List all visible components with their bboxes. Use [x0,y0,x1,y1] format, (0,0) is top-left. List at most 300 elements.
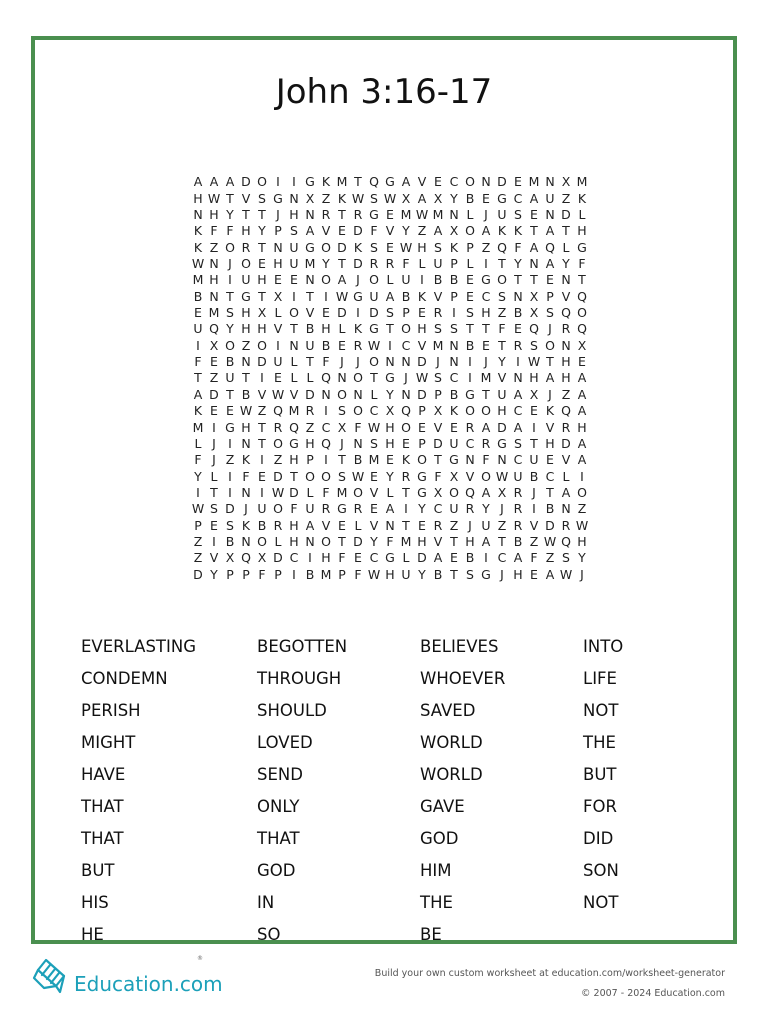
grid-letter: K [193,239,203,255]
grid-letter: V [433,534,443,550]
word-row [81,758,721,790]
grid-letter: J [212,452,216,468]
grid-letter: T [290,321,298,337]
grid-letter: T [450,534,458,550]
grid-letter: N [241,354,251,370]
grid-row [190,338,590,354]
grid-letter: Y [514,255,522,271]
grid-letter: F [258,566,266,582]
grid-letter: T [338,206,346,222]
grid-letter: D [193,566,203,582]
grid-letter: T [338,534,346,550]
grid-letter: W [367,337,381,353]
grid-letter: I [324,452,328,468]
grid-letter: Z [545,550,555,566]
grid-letter: P [418,403,426,419]
grid-letter: A [545,255,555,271]
grid-letter: V [273,321,283,337]
grid-letter: V [433,419,443,435]
grid-letter: U [497,206,507,222]
grid-row [190,534,590,550]
grid-letter: K [193,223,203,239]
copyright-text: © 2007 - 2024 Education.com [581,988,725,999]
grid-letter: L [194,435,202,451]
grid-letter: K [337,190,347,206]
grid-letter: U [289,239,299,255]
grid-letter: Z [225,452,235,468]
grid-letter: L [274,534,282,550]
grid-letter: F [194,354,202,370]
grid-letter: G [417,485,427,500]
grid-letter: N [273,239,283,255]
grid-letter: L [466,206,474,222]
grid-row [190,419,590,435]
grid-letter: T [530,435,538,451]
grid-letter: T [530,272,538,288]
grid-letter: H [417,534,427,550]
grid-letter: D [305,386,315,402]
grid-letter: Y [258,223,266,239]
grid-letter: R [513,517,523,533]
grid-letter: N [289,190,299,206]
grid-letter: J [244,501,248,517]
grid-letter: C [369,403,379,419]
grid-letter: O [257,174,267,190]
grid-letter: K [401,452,411,468]
grid-letter: N [385,517,395,533]
word-item: LIFE [583,668,617,688]
word-item: HIS [81,893,109,913]
grid-letter: L [402,550,410,566]
grid-letter: M [336,485,348,500]
grid-letter: R [465,419,475,435]
grid-letter: O [241,255,251,271]
grid-letter: X [449,223,459,239]
grid-letter: E [258,255,266,271]
word-item: SON [583,861,619,881]
grid-letter: B [321,337,331,353]
grid-letter: A [481,419,491,435]
grid-letter: V [369,485,379,500]
grid-letter: M [368,452,380,468]
grid-letter: E [514,321,522,337]
grid-letter: B [465,337,475,353]
grid-letter: J [548,386,552,402]
grid-letter: W [399,239,413,255]
word-item: NOT [583,893,619,913]
word-row [81,630,721,662]
grid-letter: F [530,550,538,566]
grid-letter: L [578,206,586,222]
word-row [81,694,721,726]
grid-letter: I [516,354,520,370]
grid-letter: O [449,485,459,500]
grid-letter: E [338,517,346,533]
grid-letter: F [242,468,250,484]
grid-letter: J [484,206,488,222]
grid-letter: K [353,321,363,337]
grid-letter: D [337,239,347,255]
grid-letter: R [273,517,283,533]
grid-letter: H [513,566,523,582]
grid-letter: S [210,501,218,517]
grid-letter: F [386,534,394,550]
grid-letter: T [338,255,346,271]
grid-letter: N [353,386,363,402]
grid-letter: W [351,468,365,484]
brand-name: Education.com [74,972,223,996]
grid-letter: U [193,321,203,337]
grid-letter: E [450,550,458,566]
grid-letter: A [193,174,203,190]
grid-letter: B [401,288,411,304]
grid-letter: M [432,206,444,222]
grid-letter: E [530,566,538,582]
grid-letter: Y [418,501,426,517]
word-item: THROUGH [257,668,342,688]
grid-letter: Z [481,239,491,255]
grid-letter: S [370,190,378,206]
grid-letter: Z [209,239,219,255]
grid-letter: W [207,190,221,206]
grid-letter: H [241,419,251,435]
grid-letter: S [290,223,298,239]
grid-letter: H [289,517,299,533]
grid-letter: K [577,190,587,206]
grid-letter: S [466,305,474,321]
grid-letter: A [513,419,523,435]
grid-letter: F [514,239,522,255]
grid-letter: F [354,566,362,582]
grid-letter: R [465,501,475,517]
grid-letter: G [273,190,283,206]
grid-letter: F [322,354,330,370]
grid-letter: T [498,337,506,353]
grid-letter: I [196,337,200,353]
grid-letter: T [578,272,586,288]
grid-letter: A [513,550,523,566]
grid-letter: E [482,337,490,353]
grid-letter: Z [321,190,331,206]
grid-letter: K [321,174,331,190]
grid-letter: Q [401,403,411,419]
grid-letter: M [192,272,204,288]
grid-letter: M [208,305,220,321]
grid-letter: Q [273,403,283,419]
grid-letter: I [212,419,216,435]
grid-letter: W [383,190,397,206]
grid-letter: U [449,435,459,451]
grid-letter: S [498,288,506,304]
grid-letter: T [306,354,314,370]
grid-letter: W [271,485,285,500]
grid-letter: E [370,468,378,484]
grid-letter: Y [418,566,426,582]
grid-letter: D [353,255,363,271]
grid-letter: C [401,337,411,353]
grid-letter: T [562,223,570,239]
grid-letter: E [274,370,282,386]
grid-letter: S [226,517,234,533]
worksheet-generator-link[interactable]: Build your own custom worksheet at education.com/worksheet-generator [374,968,725,979]
grid-letter: M [192,419,204,435]
grid-row [190,239,590,255]
grid-letter: D [353,534,363,550]
grid-letter: D [241,174,251,190]
grid-letter: G [385,174,395,190]
grid-letter: U [449,501,459,517]
grid-letter: Y [194,468,202,484]
grid-letter: S [562,550,570,566]
grid-letter: G [449,452,459,468]
grid-letter: H [289,534,299,550]
grid-letter: X [433,485,443,500]
grid-letter: O [321,272,331,288]
grid-letter: P [450,288,458,304]
grid-letter: C [513,403,523,419]
grid-letter: H [545,435,555,451]
grid-letter: T [226,288,234,304]
grid-letter: P [194,517,202,533]
grid-letter: H [385,566,395,582]
grid-letter: H [241,305,251,321]
grid-letter: Y [578,550,586,566]
grid-letter: O [225,337,235,353]
grid-letter: A [209,174,219,190]
registered-mark: ® [197,955,203,962]
grid-letter: N [545,174,555,190]
grid-letter: N [241,485,251,500]
education-logo[interactable] [30,952,223,1000]
grid-letter: N [401,354,411,370]
grid-letter: P [434,386,442,402]
word-item: HAVE [81,764,126,784]
grid-letter: K [449,239,459,255]
word-item: MIGHT [81,732,136,752]
grid-letter: F [226,223,234,239]
grid-letter: X [449,468,459,484]
grid-letter: A [481,534,491,550]
grid-letter: O [273,435,283,451]
grid-letter: B [513,534,523,550]
grid-letter: F [290,501,298,517]
grid-letter: E [450,419,458,435]
grid-letter: J [356,354,360,370]
word-item: SAVED [420,700,476,720]
grid-letter: V [545,419,555,435]
grid-letter: C [321,419,331,435]
grid-letter: R [561,419,571,435]
grid-letter: S [434,321,442,337]
word-item: THE [583,732,616,752]
grid-letter: T [306,288,314,304]
grid-letter: S [514,435,522,451]
grid-letter: V [417,174,427,190]
word-row [81,855,721,887]
grid-letter: L [466,255,474,271]
grid-letter: X [209,337,219,353]
grid-letter: B [257,517,267,533]
grid-row [190,174,590,190]
grid-letter: K [545,403,555,419]
grid-letter: E [274,272,282,288]
word-item: WORLD [420,732,483,752]
grid-letter: K [417,288,427,304]
grid-letter: E [546,272,554,288]
word-item: HE [81,925,104,944]
grid-letter: S [338,403,346,419]
grid-letter: A [481,223,491,239]
grid-letter: I [212,534,216,550]
grid-letter: S [226,305,234,321]
grid-letter: H [241,321,251,337]
grid-letter: D [417,386,427,402]
word-item: INTO [583,636,624,656]
grid-row [190,370,590,386]
word-item: THAT [81,797,124,817]
grid-letter: G [305,239,315,255]
word-list [81,630,721,944]
grid-letter: N [497,452,507,468]
grid-letter: U [513,468,523,484]
grid-letter: R [273,419,283,435]
grid-letter: M [304,255,316,271]
grid-letter: A [577,435,587,451]
grid-letter: D [353,223,363,239]
grid-letter: P [402,305,410,321]
word-item: WHOEVER [420,668,506,688]
grid-letter: O [353,403,363,419]
word-item: THE [420,893,453,913]
grid-letter: H [417,321,427,337]
grid-letter: Z [497,305,507,321]
grid-letter: D [497,419,507,435]
grid-letter: A [577,386,587,402]
grid-letter: N [193,206,203,222]
grid-letter: D [417,550,427,566]
grid-letter: B [433,566,443,582]
grid-letter: U [433,255,443,271]
grid-letter: D [433,435,443,451]
grid-letter: B [193,288,203,304]
grid-letter: O [465,223,475,239]
grid-letter: Q [561,403,571,419]
grid-letter: V [561,288,571,304]
grid-letter: S [514,206,522,222]
grid-letter: N [465,452,475,468]
grid-row [190,289,590,305]
word-item: SO [257,925,281,944]
grid-letter: N [209,288,219,304]
grid-row [190,223,590,239]
grid-letter: E [530,206,538,222]
grid-letter: V [433,288,443,304]
grid-letter: C [497,550,507,566]
grid-letter: Y [322,255,330,271]
grid-letter: Q [577,321,587,337]
education-pencil-logo-icon [30,956,70,996]
grid-letter: W [367,566,381,582]
grid-letter: J [228,255,232,271]
grid-letter: T [498,255,506,271]
grid-letter: I [292,288,296,304]
grid-letter: A [545,370,555,386]
grid-letter: U [305,501,315,517]
grid-letter: W [239,403,253,419]
grid-letter: F [482,452,490,468]
grid-letter: I [532,419,536,435]
grid-letter: X [385,403,395,419]
grid-letter: Q [209,321,219,337]
grid-letter: M [528,174,540,190]
grid-letter: I [276,174,280,190]
grid-letter: D [209,386,219,402]
word-item: GOD [257,861,296,881]
grid-letter: G [225,419,235,435]
grid-letter: S [434,239,442,255]
grid-letter: W [495,468,509,484]
grid-letter: K [353,239,363,255]
grid-letter: A [481,485,491,500]
grid-letter: H [465,534,475,550]
grid-letter: E [466,288,474,304]
grid-letter: H [321,550,331,566]
grid-letter: H [321,321,331,337]
grid-letter: O [321,239,331,255]
grid-letter: I [228,272,232,288]
grid-letter: C [369,550,379,566]
grid-letter: Q [577,288,587,304]
grid-letter: H [561,354,571,370]
grid-letter: Y [402,223,410,239]
grid-row [190,550,590,566]
grid-letter: R [513,501,523,517]
grid-letter: Q [497,239,507,255]
grid-letter: T [402,485,410,500]
grid-letter: P [450,255,458,271]
grid-letter: Y [210,566,218,582]
grid-letter: E [466,272,474,288]
grid-letter: X [497,485,507,500]
word-row [81,919,721,944]
word-item: CONDEMN [81,668,168,688]
grid-letter: E [530,403,538,419]
worksheet-frame [31,36,737,944]
grid-letter: U [273,354,283,370]
grid-letter: K [241,452,251,468]
grid-letter: E [338,337,346,353]
grid-letter: R [513,485,523,500]
grid-letter: T [258,239,266,255]
grid-letter: W [415,206,429,222]
grid-letter: L [354,517,362,533]
grid-letter: D [369,305,379,321]
grid-letter: W [415,370,429,386]
grid-letter: J [436,354,440,370]
grid-letter: I [228,435,232,451]
grid-letter: H [289,206,299,222]
grid-letter: V [385,223,395,239]
grid-letter: D [257,354,267,370]
grid-letter: P [418,435,426,451]
grid-letter: O [497,272,507,288]
grid-letter: O [545,337,555,353]
grid-letter: F [210,223,218,239]
grid-letter: X [257,550,267,566]
grid-letter: C [449,174,459,190]
grid-letter: L [386,485,394,500]
grid-letter: R [321,501,331,517]
